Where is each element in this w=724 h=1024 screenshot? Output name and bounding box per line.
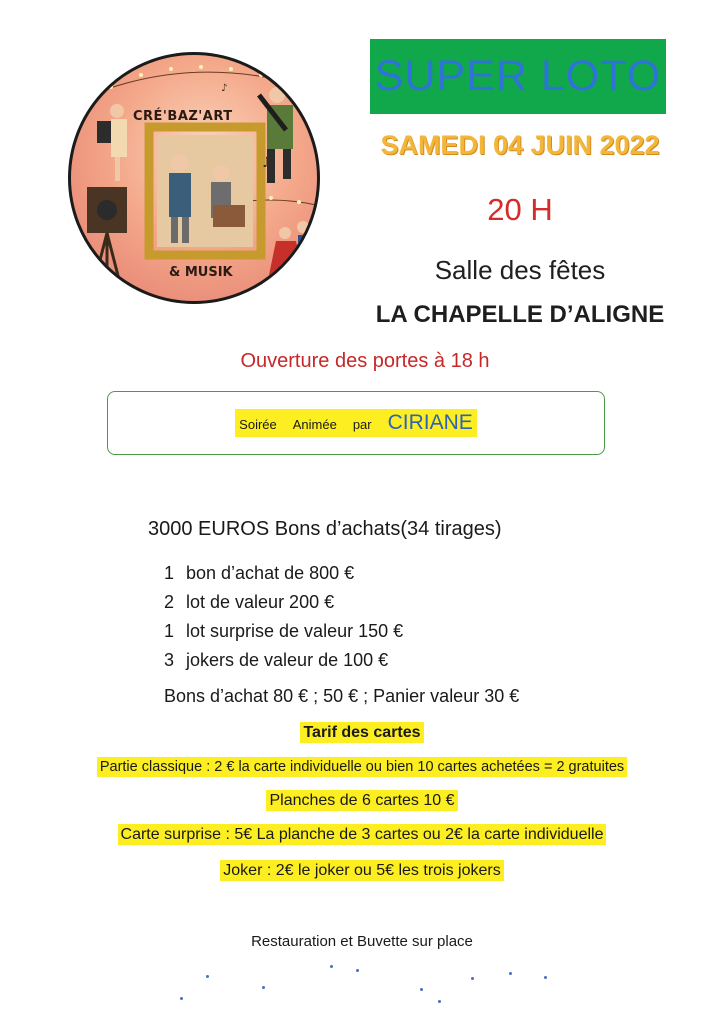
animation-word-1: Soirée	[239, 417, 277, 432]
tarif-heading: Tarif des cartes	[300, 722, 423, 743]
prize-item	[164, 563, 354, 584]
page-title: SUPER LOTO	[374, 52, 662, 100]
event-town: LA CHAPELLE D’ALIGNE	[375, 301, 665, 328]
prize-title: 3000 EUROS Bons d’achats(34 tirages)	[148, 518, 502, 540]
event-time: 20 H	[487, 192, 553, 227]
prize-label: bon d’achat de 800 €	[186, 563, 355, 583]
tarif-line: Carte surprise : 5€ La planche de 3 cartes ou 2€ la carte individuelle	[118, 824, 607, 845]
animation-word-2: Animée	[292, 417, 337, 432]
logo-badge	[68, 52, 320, 304]
prize-item	[164, 621, 403, 642]
title-banner	[370, 39, 666, 114]
tarif-row	[0, 826, 724, 844]
prize-item	[164, 650, 388, 671]
restauration-note: Restauration et Buvette sur place	[251, 933, 473, 950]
tarif-line: Planches de 6 cartes 10 €	[266, 790, 457, 811]
tarif-heading-row	[0, 724, 724, 742]
prize-label: lot surprise de valeur 150 €	[186, 621, 404, 641]
logo-bottom-text: & MUSIK	[169, 265, 233, 280]
svg-text:♪: ♪	[221, 83, 228, 94]
prize-qty: 1	[164, 621, 175, 641]
doors-opening: Ouverture des portes à 18 h	[240, 350, 490, 372]
tarif-row	[0, 792, 724, 810]
prize-item	[164, 592, 334, 613]
tarif-row	[0, 862, 724, 880]
prize-qty: 2	[164, 592, 175, 612]
prize-qty: 1	[164, 563, 175, 583]
logo-top-text: CRÉ'BAZ'ART	[133, 109, 233, 124]
tarif-row	[0, 759, 724, 775]
prize-label: jokers de valeur de 100 €	[186, 650, 389, 670]
animation-artist: CIRIANE	[387, 411, 473, 434]
prize-label: lot de valeur 200 €	[186, 592, 335, 612]
animation-word-3: par	[352, 417, 372, 432]
animation-box	[107, 391, 605, 455]
prize-qty: 3	[164, 650, 175, 670]
event-venue: Salle des fêtes	[434, 255, 606, 285]
svg-text:♫: ♫	[261, 155, 274, 171]
tarif-line: Partie classique : 2 € la carte individuelle ou bien 10 cartes achetées = 2 gratuites	[97, 757, 627, 777]
tarif-line: Joker : 2€ le joker ou 5€ les trois jokers	[220, 860, 503, 881]
extra-prizes: Bons d’achat 80 € ; 50 € ; Panier valeur 30 €	[164, 686, 520, 706]
event-date: SAMEDI 04 JUIN 2022	[380, 130, 660, 160]
animation-text	[235, 409, 477, 437]
